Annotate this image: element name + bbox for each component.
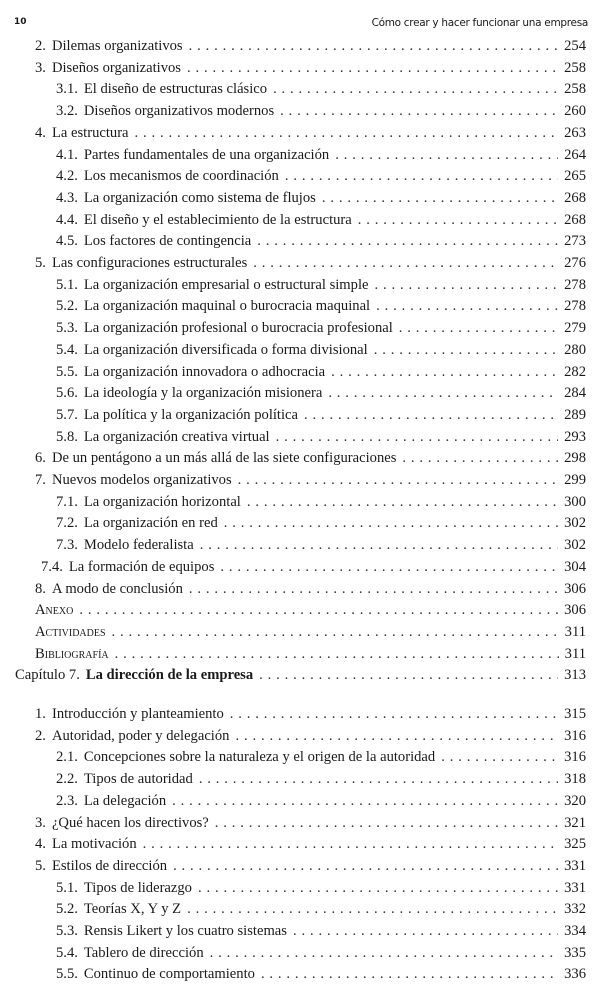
dot-leader xyxy=(79,602,558,619)
entry-number: 3.2. xyxy=(56,103,78,120)
page-ref: 311 xyxy=(564,623,586,640)
dot-leader xyxy=(285,168,558,185)
dot-leader xyxy=(402,450,558,467)
toc-entry[interactable] xyxy=(56,364,586,384)
toc-entry[interactable] xyxy=(56,429,586,449)
entry-number: 5.7. xyxy=(56,406,78,423)
entry-title: Teorías X, Y y Z xyxy=(83,901,182,918)
dot-leader xyxy=(115,646,559,663)
entry-title: Tablero de dirección xyxy=(83,944,204,961)
toc-entry[interactable] xyxy=(35,646,586,666)
entry-title: La organización maquinal o burocracia maquinal xyxy=(83,298,371,315)
entry-number: 5.5. xyxy=(56,966,78,983)
dot-leader xyxy=(259,667,558,684)
dot-leader xyxy=(198,880,558,897)
page-ref: 279 xyxy=(564,320,586,337)
toc-entry[interactable] xyxy=(35,38,586,58)
entry-number: 4.2. xyxy=(56,168,78,185)
dot-leader xyxy=(230,706,558,723)
toc-entry[interactable] xyxy=(56,515,586,535)
page-ref: 318 xyxy=(564,771,586,788)
page-ref: 284 xyxy=(564,385,586,402)
toc-entry[interactable] xyxy=(35,624,586,644)
entry-title: ¿Qué hacen los directivos? xyxy=(51,814,209,831)
toc-entry[interactable] xyxy=(56,407,586,427)
page-ref: 278 xyxy=(564,276,586,293)
page-ref: 300 xyxy=(564,493,586,510)
page-ref: 311 xyxy=(564,645,586,662)
entry-title: Concepciones sobre la naturaleza y el origen de la autoridad xyxy=(83,749,436,766)
entry-number: 8. xyxy=(35,580,46,597)
dot-leader xyxy=(328,385,558,402)
entry-title: Los factores de contingencia xyxy=(83,233,252,250)
toc-entry[interactable] xyxy=(56,147,586,167)
page-ref: 302 xyxy=(564,537,586,554)
toc-entry[interactable] xyxy=(56,923,586,943)
entry-title: De un pentágono a un más allá de las siete configuraciones xyxy=(51,450,397,467)
entry-title: Dilemas organizativos xyxy=(51,38,183,54)
page-ref: 260 xyxy=(564,103,586,120)
entry-title: La estructura xyxy=(51,124,129,141)
entry-title: La organización profesional o burocracia profesional xyxy=(83,320,393,337)
dot-leader xyxy=(143,836,558,853)
dot-leader xyxy=(187,901,558,918)
toc-entry[interactable] xyxy=(35,706,586,726)
page-ref: 320 xyxy=(564,792,586,809)
dot-leader xyxy=(293,923,558,940)
entry-number: 5. xyxy=(35,857,46,874)
entry-title: Diseños organizativos xyxy=(51,59,181,76)
dot-leader xyxy=(187,60,558,77)
dot-leader xyxy=(247,494,558,511)
dot-leader xyxy=(220,559,558,576)
toc-entry[interactable] xyxy=(35,836,586,856)
page-ref: 268 xyxy=(564,189,586,206)
page-ref: 273 xyxy=(564,233,586,250)
dot-leader xyxy=(331,364,558,381)
entry-number: 2.1. xyxy=(56,749,78,766)
page-ref: 313 xyxy=(564,667,586,683)
dot-leader xyxy=(238,472,558,489)
dot-leader xyxy=(200,537,558,554)
dot-leader xyxy=(375,277,559,294)
page-ref: 315 xyxy=(564,706,586,722)
page-ref: 316 xyxy=(564,749,586,766)
dot-leader xyxy=(273,81,558,98)
toc-entry[interactable] xyxy=(56,385,586,405)
entry-title: Actividades xyxy=(35,623,106,640)
toc-entry[interactable] xyxy=(56,537,586,557)
entry-title: La organización en red xyxy=(83,515,218,532)
page-ref: 263 xyxy=(564,124,586,141)
page-ref: 254 xyxy=(564,38,586,54)
entry-number: 4.3. xyxy=(56,189,78,206)
dot-leader xyxy=(261,966,558,983)
entry-number: 2.3. xyxy=(56,792,78,809)
dot-leader xyxy=(276,429,559,446)
page-number: 10 xyxy=(14,17,27,27)
toc-entry[interactable] xyxy=(56,771,586,791)
page-ref: 334 xyxy=(564,923,586,939)
toc-entry[interactable] xyxy=(35,602,586,622)
toc-entry[interactable] xyxy=(41,559,586,579)
entry-title: Diseños organizativos modernos xyxy=(83,103,275,120)
entry-title: Tipos de liderazgo xyxy=(83,879,192,896)
dot-leader xyxy=(235,728,558,745)
dot-leader xyxy=(135,125,559,142)
page-ref: 282 xyxy=(564,363,586,380)
dot-leader xyxy=(210,945,558,962)
entry-title: La motivación xyxy=(51,836,137,853)
entry-title: Estilos de dirección xyxy=(51,857,168,874)
entry-number: 4.4. xyxy=(56,211,78,228)
entry-number: 5.4. xyxy=(56,944,78,961)
page-ref: 316 xyxy=(564,727,586,744)
entry-number: 5.4. xyxy=(56,341,78,358)
entry-title: Introducción y planteamiento xyxy=(51,706,224,722)
toc-entry[interactable] xyxy=(56,168,586,188)
page-ref: 331 xyxy=(564,879,586,896)
toc-entry[interactable] xyxy=(35,858,586,878)
entry-number: 2. xyxy=(35,38,46,54)
toc-entry[interactable] xyxy=(56,190,586,210)
dot-leader xyxy=(304,407,558,424)
entry-number: 6. xyxy=(35,450,46,467)
entry-title: La política y la organización política xyxy=(83,406,298,423)
entry-title: La organización innovadora o adhocracia xyxy=(83,363,326,380)
dot-leader xyxy=(112,624,559,641)
toc-entry[interactable] xyxy=(56,494,586,514)
entry-title: Bibliografía xyxy=(35,645,109,662)
page-ref: 258 xyxy=(564,59,586,76)
dot-leader xyxy=(224,515,558,532)
entry-number: 5.2. xyxy=(56,901,78,918)
entry-title: La ideología y la organización misionera xyxy=(83,385,323,402)
entry-title: A modo de conclusión xyxy=(51,580,183,597)
toc-entry[interactable] xyxy=(56,212,586,232)
toc-entry[interactable] xyxy=(56,945,586,965)
page-ref: 264 xyxy=(564,146,586,163)
toc-entry[interactable] xyxy=(35,255,586,275)
dot-leader xyxy=(376,298,558,315)
entry-number: 3. xyxy=(35,59,46,76)
entry-title: Las configuraciones estructurales xyxy=(51,255,248,271)
entry-number: 4.5. xyxy=(56,233,78,250)
page-ref: 289 xyxy=(564,406,586,423)
entry-title: La organización empresarial o estructural simple xyxy=(83,276,369,293)
entry-title: Modelo federalista xyxy=(83,537,194,554)
entry-number: 7. xyxy=(35,472,46,488)
entry-number: 7.3. xyxy=(56,537,78,554)
entry-title: La organización creativa virtual xyxy=(83,428,270,445)
entry-number: 1. xyxy=(35,706,46,722)
page-ref: 258 xyxy=(564,81,586,98)
dot-leader xyxy=(358,212,558,229)
entry-number: 5.3. xyxy=(56,923,78,939)
entry-title: El diseño y el establecimiento de la estructura xyxy=(83,211,352,228)
entry-title: Partes fundamentales de una organización xyxy=(83,146,330,163)
entry-title: La organización horizontal xyxy=(83,493,241,510)
toc-entry[interactable] xyxy=(35,472,586,492)
dot-leader xyxy=(215,815,558,832)
dot-leader xyxy=(173,858,558,875)
dot-leader xyxy=(172,793,558,810)
page-ref: 265 xyxy=(564,168,586,185)
entry-title: La organización como sistema de flujos xyxy=(83,189,316,206)
entry-title: La organización diversificada o forma divisional xyxy=(83,341,368,358)
entry-title: Nuevos modelos organizativos xyxy=(51,472,232,488)
entry-number: 5.2. xyxy=(56,298,78,315)
page-ref: 299 xyxy=(564,472,586,488)
page-ref: 293 xyxy=(564,428,586,445)
entry-title: Autoridad, poder y delegación xyxy=(51,727,230,744)
dot-leader xyxy=(257,233,558,250)
toc-entry[interactable] xyxy=(35,728,586,748)
page-ref: 268 xyxy=(564,211,586,228)
entry-number: 7.2. xyxy=(56,515,78,532)
dot-leader xyxy=(253,255,558,272)
dot-leader xyxy=(374,342,558,359)
toc-entry[interactable] xyxy=(35,60,586,80)
entry-number: 5.1. xyxy=(56,879,78,896)
page-ref: 276 xyxy=(564,255,586,271)
page-ref: 306 xyxy=(564,580,586,597)
dot-leader xyxy=(441,749,558,766)
page-ref: 331 xyxy=(564,857,586,874)
page-ref: 335 xyxy=(564,944,586,961)
entry-number: 4.1. xyxy=(56,146,78,163)
entry-title: Rensis Likert y los cuatro sistemas xyxy=(83,923,287,939)
toc-entry[interactable] xyxy=(56,298,586,318)
entry-number: 5.8. xyxy=(56,428,78,445)
toc-entry[interactable] xyxy=(56,233,586,253)
entry-number: 4. xyxy=(35,836,46,853)
page-ref: 321 xyxy=(564,814,586,831)
dot-leader xyxy=(199,771,558,788)
toc-entry[interactable] xyxy=(35,125,586,145)
dot-leader xyxy=(280,103,558,120)
toc-entry[interactable] xyxy=(35,581,586,601)
entry-title: Continuo de comportamiento xyxy=(83,966,255,983)
page-ref: 278 xyxy=(564,298,586,315)
page-ref: 332 xyxy=(564,901,586,918)
entry-title: Tipos de autoridad xyxy=(83,771,193,788)
dot-leader xyxy=(189,38,559,55)
entry-number: 5.6. xyxy=(56,385,78,402)
toc-entry[interactable] xyxy=(56,103,586,123)
entry-number: 3. xyxy=(35,814,46,831)
toc-entry[interactable] xyxy=(56,880,586,900)
entry-number: 5. xyxy=(35,255,46,271)
entry-title: Anexo xyxy=(35,602,74,619)
toc-entry[interactable] xyxy=(56,320,586,340)
toc-entry[interactable] xyxy=(56,793,586,813)
toc-entry[interactable] xyxy=(56,81,586,101)
entry-number: 4. xyxy=(35,124,46,141)
toc-entry[interactable] xyxy=(56,342,586,362)
chapter-label: Capítulo 7. xyxy=(15,667,80,683)
chapter-title: La dirección de la empresa xyxy=(85,667,254,683)
entry-number: 3.1. xyxy=(56,81,78,98)
toc-entry[interactable] xyxy=(56,901,586,921)
entry-title: Los mecanismos de coordinación xyxy=(83,168,279,185)
chapter-entry[interactable] xyxy=(15,667,586,687)
dot-leader xyxy=(399,320,558,337)
running-title: Cómo crear y hacer funcionar una empresa xyxy=(371,17,588,29)
entry-number: 5.3. xyxy=(56,320,78,337)
toc-entry[interactable] xyxy=(56,277,586,297)
page-ref: 325 xyxy=(564,836,586,853)
page-ref: 298 xyxy=(564,450,586,467)
entry-number: 7.1. xyxy=(56,493,78,510)
running-header xyxy=(14,17,588,33)
entry-title: La delegación xyxy=(83,792,167,809)
entry-number: 2. xyxy=(35,727,46,744)
entry-number: 5.5. xyxy=(56,363,78,380)
dot-leader xyxy=(322,190,558,207)
toc-entry[interactable] xyxy=(56,749,586,769)
entry-number: 5.1. xyxy=(56,276,78,293)
toc-entry[interactable] xyxy=(35,450,586,470)
toc-entry[interactable] xyxy=(56,966,586,986)
page-ref: 336 xyxy=(564,966,586,983)
entry-title: El diseño de estructuras clásico xyxy=(83,81,268,98)
toc-entry[interactable] xyxy=(35,815,586,835)
page-ref: 304 xyxy=(564,558,586,575)
page-ref: 302 xyxy=(564,515,586,532)
dot-leader xyxy=(335,147,558,164)
entry-number: 2.2. xyxy=(56,771,78,788)
dot-leader xyxy=(189,581,558,598)
entry-title: La formación de equipos xyxy=(68,558,215,575)
entry-number: 7.4. xyxy=(41,558,63,575)
page-ref: 280 xyxy=(564,341,586,358)
page-ref: 306 xyxy=(564,602,586,619)
